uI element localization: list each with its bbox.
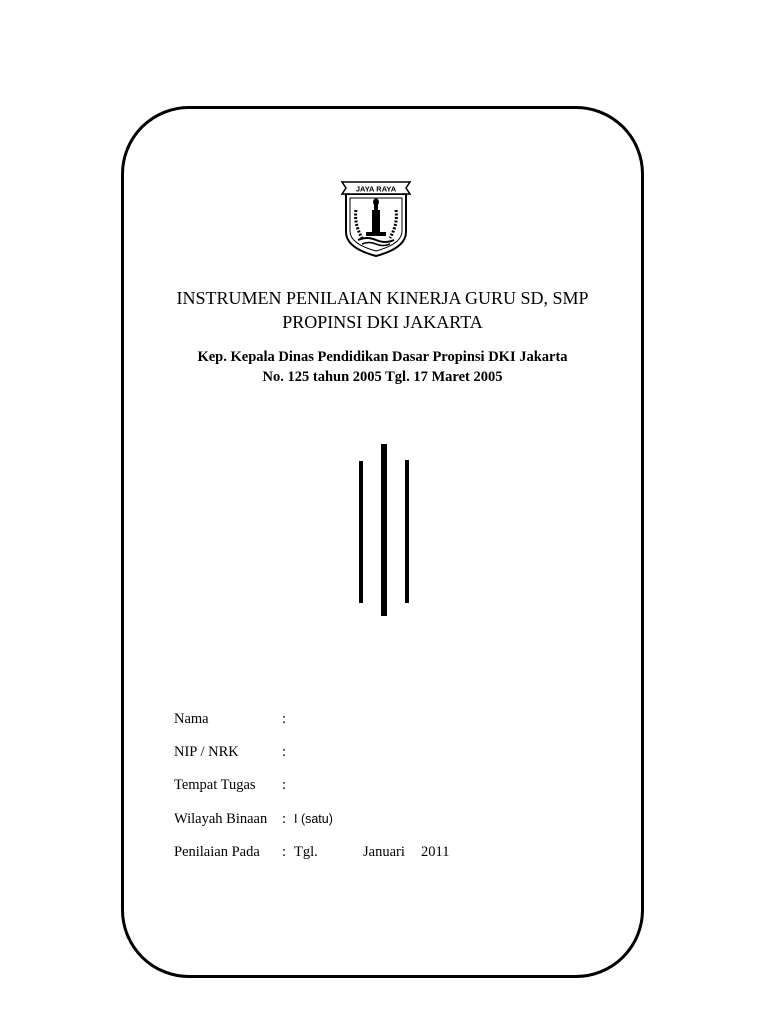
field-colon: : bbox=[282, 744, 287, 760]
field-colon: : bbox=[282, 711, 287, 727]
emblem-banner-text: JAYA RAYA bbox=[355, 184, 397, 194]
jakarta-emblem bbox=[340, 180, 412, 258]
field-colon: : bbox=[282, 777, 287, 793]
document-title-line-2: PROPINSI DKI JAKARTA bbox=[282, 312, 483, 332]
field-colon: : bbox=[282, 844, 287, 860]
jakarta-coat-of-arms-icon bbox=[340, 180, 412, 258]
field-value-wilayah-binaan: I (satu) bbox=[294, 812, 333, 826]
field-label-nama: Nama bbox=[174, 711, 209, 727]
decree-reference-line-1: Kep. Kepala Dinas Pendidikan Dasar Propinsi DKI Jakarta bbox=[197, 349, 568, 365]
field-label-nip-nrk: NIP / NRK bbox=[174, 744, 239, 760]
decorative-bar-left bbox=[359, 461, 363, 603]
document-title-line-1: INSTRUMEN PENILAIAN KINERJA GURU SD, SMP bbox=[176, 288, 589, 308]
field-label-tempat-tugas: Tempat Tugas bbox=[174, 777, 256, 793]
field-value-month: Januari bbox=[363, 844, 405, 860]
field-colon: : bbox=[282, 811, 287, 827]
field-value-tgl: Tgl. bbox=[294, 844, 318, 860]
field-label-wilayah-binaan: Wilayah Binaan bbox=[174, 811, 268, 827]
decree-reference-line-2: No. 125 tahun 2005 Tgl. 17 Maret 2005 bbox=[262, 369, 503, 385]
field-value-year: 2011 bbox=[421, 844, 450, 860]
decorative-bar-center bbox=[381, 444, 387, 616]
decorative-bar-right bbox=[405, 460, 409, 603]
field-label-penilaian-pada: Penilaian Pada bbox=[174, 844, 260, 860]
